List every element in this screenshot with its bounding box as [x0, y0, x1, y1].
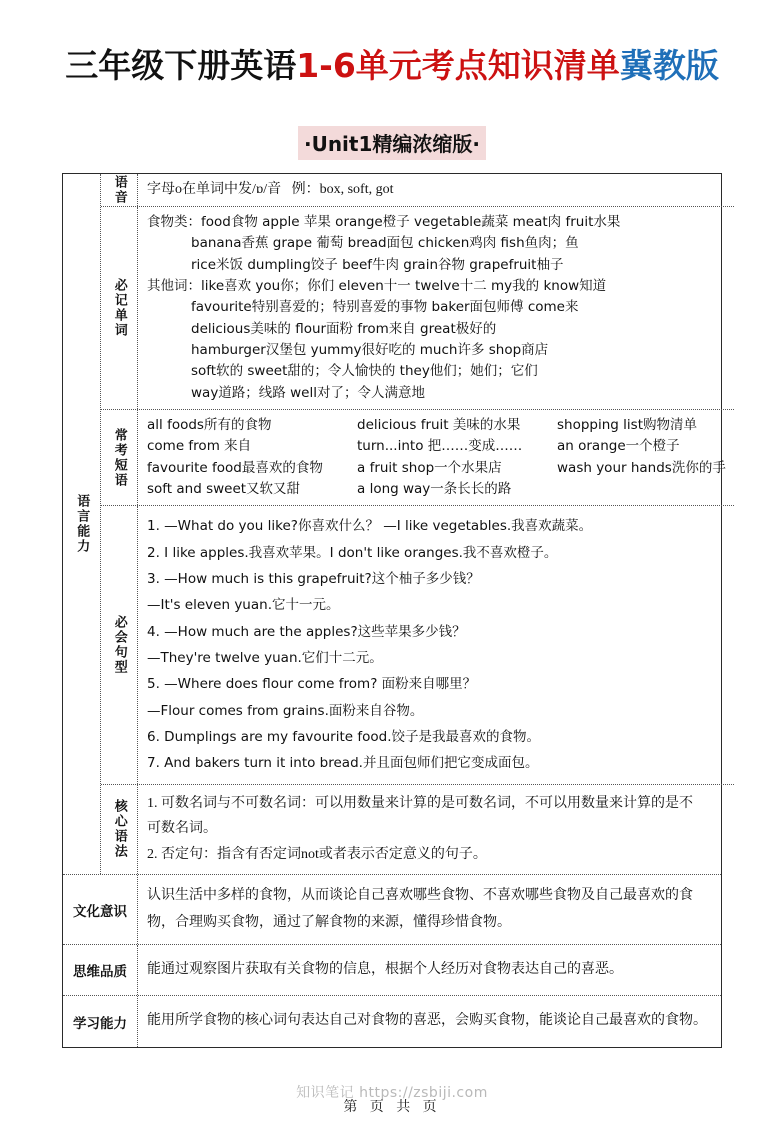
watermark: 知识笔记 https://zsbiji.com [296, 1085, 488, 1101]
phonetics-line [147, 179, 726, 201]
phrase-cell: favourite food最喜欢的食物 [147, 459, 323, 476]
phrase-cell: soft and sweet又软又甜 [147, 481, 301, 498]
phrase-cell: a long way一条长长的路 [357, 481, 512, 498]
row-label-phonetics [101, 174, 138, 206]
other-line-4: hamburger汉堡包 yummy很好吃的 much许多 shop商店 [191, 342, 549, 359]
word-line [147, 340, 548, 361]
row-content-grammar [138, 785, 734, 875]
phrase-cell: turn...into 把……变成…… [357, 438, 523, 455]
grammar-line: 2. 否定句：指含有否定词not或者表示否定意义的句子。 [147, 847, 487, 863]
row-label-learning [63, 996, 138, 1046]
word-line [147, 297, 579, 318]
phonetics-letter: o [175, 182, 182, 197]
row-label-phrases [101, 410, 138, 505]
row-thinking [63, 944, 721, 995]
phrase-line [147, 436, 726, 457]
phrase-cell: wash your hands洗你的手 [557, 459, 726, 476]
food-line-3: rice米饭 dumpling饺子 beef牛肉 grain谷物 grapefruit柚子 [191, 256, 564, 273]
word-line [147, 319, 496, 340]
row-culture [63, 874, 721, 944]
grammar-line: 1. 可数名词与不可数名词：可以用数量来计算的是可数名词，不可以用数量来计算的是不 [147, 795, 693, 811]
group-label-language-ability [63, 174, 101, 874]
row-phonetics [101, 174, 734, 206]
thinking-line: 能通过观察图片获取有关食物的信息，根据个人经历对食物表达自己的喜恶。 [147, 962, 623, 978]
sentence-line: 2. I like apples.我喜欢苹果。I don't like oranges.我不喜欢橙子。 [147, 544, 558, 561]
row-label-words-text: 必记单词 [111, 278, 127, 339]
food-line-2: banana香蕉 grape 葡萄 bread面包 chicken鸡肉 fish鱼肉；鱼 [191, 235, 579, 252]
other-line-6: way道路；线路 well对了；令人满意地 [191, 384, 425, 401]
sentence-line: 1. —What do you like?你喜欢什么？ —I like vegetables.我喜欢蔬菜。 [147, 518, 593, 535]
row-phrases [101, 409, 734, 505]
phrase-line [147, 479, 726, 500]
phrase-cell: an orange一个橙子 [557, 438, 680, 455]
word-line [147, 361, 538, 382]
phrase-line [147, 458, 726, 479]
sentence-line: —They're twelve yuan.它们十二元。 [147, 649, 383, 666]
row-label-sentences [101, 506, 138, 783]
word-line [147, 383, 425, 404]
sentence-line: —Flour comes from grains.面粉来自谷物。 [147, 702, 424, 719]
row-label-thinking [63, 945, 138, 995]
title-part-units: 1-6单元考点知识清单 [296, 46, 620, 85]
row-sentences [101, 505, 734, 783]
culture-line: 物，合理购买食物，通过了解食物的来源，懂得珍惜食物。 [147, 914, 511, 930]
word-line [147, 276, 606, 297]
page-title [0, 40, 784, 87]
group-label-text: 语言能力 [74, 494, 90, 555]
word-line [147, 212, 620, 233]
food-prefix: 食物类： [147, 214, 201, 231]
word-line [147, 255, 563, 276]
unit-subtitle: ·Unit1精编浓缩版· [298, 126, 486, 160]
language-ability-group [63, 174, 726, 874]
row-words [101, 206, 734, 409]
row-content-phonetics [138, 174, 734, 206]
phonetics-example-label: 例： [291, 182, 320, 197]
row-label-grammar [101, 785, 138, 875]
row-content-phrases [138, 410, 734, 505]
row-content-words [138, 207, 734, 409]
other-line-2: favourite特别喜爱的；特别喜爱的事物 baker面包师傅 come来 [191, 299, 579, 316]
row-learning [63, 995, 721, 1046]
row-grammar [101, 784, 734, 875]
sentence-line: 7. And bakers turn it into bread.并且面包师们把它变成面包。 [147, 755, 539, 772]
subtitle-container [0, 126, 784, 160]
row-label-sentences-text: 必会句型 [111, 614, 127, 675]
culture-line: 认识生活中多样的食物，从而谈论自己喜欢哪些食物、不喜欢哪些食物及自己最喜欢的食 [147, 888, 693, 904]
other-line-1: like喜欢 you你；你们 eleven十一 twelve十二 my我的 know知道 [201, 278, 607, 295]
phonetics-prefix: 字母 [147, 182, 175, 197]
phrase-line [147, 415, 726, 436]
row-content-sentences [138, 506, 734, 783]
sentence-line: 3. —How much is this grapefruit?这个柚子多少钱？ [147, 571, 480, 587]
word-line [147, 233, 579, 254]
sentence-line: 4. —How much are the apples?这些苹果多少钱？ [147, 623, 466, 640]
row-label-grammar-text: 核心语法 [111, 799, 127, 860]
other-prefix: 其他词： [147, 278, 201, 295]
row-label-thinking-text: 思维品质 [73, 964, 127, 981]
phonetics-rule: 在单词中发/ɒ/音 [182, 182, 282, 197]
row-content-learning [138, 996, 721, 1046]
sentence-line: 5. —Where does flour come from? 面粉来自哪里？ [147, 676, 477, 693]
sentence-line: —It's eleven yuan.它十一元。 [147, 597, 340, 614]
phrase-cell: a fruit shop一个水果店 [357, 459, 502, 476]
title-part-grade: 三年级下册英语 [65, 46, 297, 85]
phrase-cell: delicious fruit 美味的水果 [357, 417, 521, 434]
sentence-line: 6. Dumplings are my favourite food.饺子是我最喜欢的食物。 [147, 728, 541, 745]
phrase-cell: come from 来自 [147, 438, 252, 455]
row-content-thinking [138, 945, 721, 995]
other-line-3: delicious美味的 flour面粉 from来自 great极好的 [191, 320, 497, 337]
row-content-culture [138, 875, 721, 944]
learning-line: 能用所学食物的核心词句表达自己对食物的喜恶，会购买食物，能谈论自己最喜欢的食物。 [147, 1013, 707, 1029]
phrase-cell: shopping list购物清单 [557, 417, 697, 434]
phrase-cell: all foods所有的食物 [147, 417, 272, 434]
phonetics-examples: box, soft, got [319, 182, 394, 197]
page-number: 第 页 共 页 [343, 1099, 441, 1115]
title-part-edition: 冀教版 [619, 46, 719, 85]
row-label-culture-text: 文化意识 [73, 903, 127, 920]
grammar-line: 可数名词。 [147, 821, 217, 837]
food-line-1: food食物 apple 苹果 orange橙子 vegetable蔬菜 meat肉 fruit水果 [201, 214, 621, 231]
row-label-phrases-text: 常考短语 [111, 427, 127, 488]
row-label-culture [63, 875, 138, 944]
row-label-learning-text: 学习能力 [73, 1015, 127, 1032]
row-label-words [101, 207, 138, 409]
row-label-phonetics-text: 语音 [111, 175, 127, 206]
other-line-5: soft软的 sweet甜的；令人愉快的 they他们；她们；它们 [191, 363, 538, 380]
language-ability-subrows [101, 174, 734, 874]
knowledge-table [62, 173, 726, 1048]
